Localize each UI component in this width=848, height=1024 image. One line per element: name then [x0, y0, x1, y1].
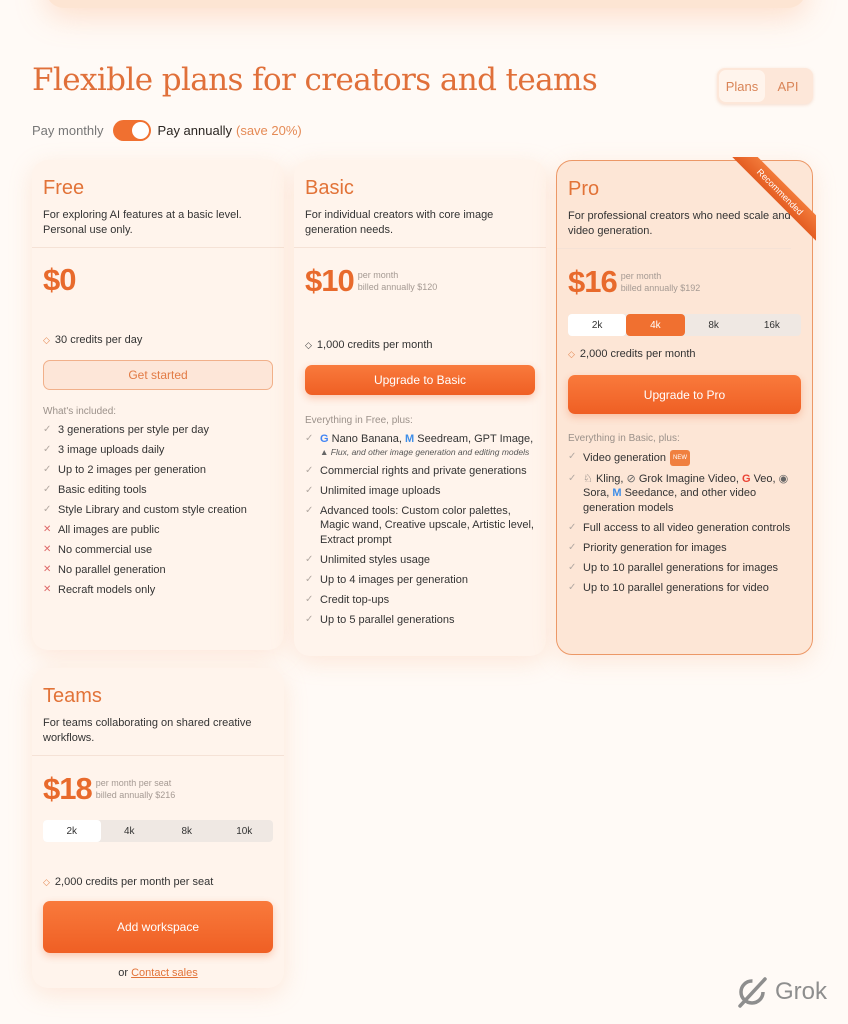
- price: $16: [568, 264, 617, 299]
- pay-annually-label[interactable]: Pay annually: [157, 123, 232, 138]
- billed-annually: billed annually $120: [357, 282, 438, 292]
- upgrade-basic-button[interactable]: Upgrade to Basic: [305, 365, 535, 395]
- plan-name: Teams: [43, 685, 102, 707]
- divider: [32, 247, 284, 248]
- feature-item: [43, 443, 273, 458]
- plan-card-free: [32, 160, 284, 650]
- check-icon: ✓: [43, 423, 52, 435]
- check-icon: ✓: [568, 472, 577, 484]
- feature-item: [43, 483, 273, 498]
- tier-option[interactable]: 8k: [708, 319, 719, 331]
- feature-text: Up to 2 images per generation: [58, 463, 206, 476]
- feature-item: [43, 563, 273, 578]
- check-icon: ✓: [43, 483, 52, 495]
- grok-logo-icon: [735, 975, 769, 1009]
- feature-item: [568, 541, 801, 556]
- credits: [568, 348, 801, 360]
- kling-logo-icon: ♘: [583, 472, 593, 485]
- check-icon: ✓: [305, 593, 314, 605]
- tier-option[interactable]: 10k: [236, 825, 253, 837]
- feature-item: [43, 523, 273, 538]
- billed-annually: billed annually $192: [620, 283, 701, 293]
- price-meta: [621, 270, 701, 294]
- toggle-knob: [132, 122, 149, 139]
- credits: [43, 334, 273, 346]
- add-workspace-button[interactable]: Add workspace: [43, 901, 273, 953]
- price: $0: [43, 262, 76, 297]
- billing-toggle-row: [32, 120, 302, 141]
- feature-text: 3 image uploads daily: [58, 443, 165, 456]
- price-row: [305, 263, 535, 299]
- price-row: [43, 262, 273, 298]
- diamond-icon: ◇: [43, 876, 50, 887]
- plan-card-teams: [32, 668, 284, 988]
- feature-item: [568, 521, 801, 536]
- feature-text: Recraft models only: [58, 583, 156, 596]
- credits-text: 2,000 credits per month per seat: [54, 876, 214, 888]
- feature-text: Up to 10 parallel generations for images: [583, 561, 779, 574]
- pay-monthly-label[interactable]: Pay monthly: [32, 123, 104, 138]
- feature-item: [305, 573, 535, 588]
- price-meta: [358, 269, 438, 293]
- feature-list: [43, 423, 273, 598]
- grok-logo-icon: ⊘: [626, 472, 636, 485]
- feature-text: Advanced tools: Custom color palettes, Magic wand, Creative upscale, Artistic level, Extract prompt: [320, 504, 534, 546]
- plans-api-switch: [717, 68, 813, 104]
- plan-card-basic: [294, 160, 546, 656]
- plan-description: For professional creators who need scale and video generation.: [568, 210, 791, 237]
- feature-item: [43, 423, 273, 438]
- feature-item: [305, 484, 535, 499]
- cross-icon: ✕: [43, 523, 52, 535]
- feature-text: Unlimited image uploads: [320, 484, 441, 497]
- bytedance-logo-icon: M: [405, 432, 415, 445]
- price-meta: [96, 777, 176, 801]
- feature-text: Commercial rights and private generations: [320, 464, 527, 477]
- included-title: Everything in Basic, plus:: [568, 433, 680, 444]
- check-icon: ✓: [43, 443, 52, 455]
- tier-option[interactable]: 4k: [123, 825, 135, 837]
- flux-logo-icon: ▲: [320, 447, 329, 457]
- cross-icon: ✕: [43, 543, 52, 555]
- plan-name: Free: [43, 177, 85, 199]
- billing-toggle[interactable]: [113, 120, 151, 141]
- credits: [43, 876, 273, 888]
- check-icon: ✓: [305, 553, 314, 565]
- credit-tier-selector: [43, 820, 273, 842]
- check-icon: ✓: [305, 613, 314, 625]
- credit-tier-selector: [568, 314, 801, 336]
- feature-text: 3 generations per style per day: [58, 423, 210, 436]
- plan-description: For exploring AI features at a basic level. Personal use only.: [43, 209, 242, 236]
- feature-text: No commercial use: [58, 543, 153, 556]
- credits-text: 1,000 credits per month: [316, 339, 433, 351]
- feature-item: [43, 583, 273, 598]
- google-logo-icon: G: [741, 472, 751, 485]
- credits: [305, 339, 535, 351]
- billed-annually: billed annually $216: [95, 790, 176, 800]
- price: $10: [305, 263, 354, 298]
- divider: [32, 755, 284, 756]
- feature-item: [305, 504, 535, 548]
- feature-video-models: ✓ ♘ Kling, ⊘ Grok Imagine Video, G Veo, ◉ Sora, M Seedance, and other video generation models: [568, 472, 789, 514]
- check-icon: ✓: [305, 464, 314, 476]
- check-icon: ✓: [305, 432, 314, 444]
- check-icon: ✓: [43, 503, 52, 515]
- feature-text: Basic editing tools: [58, 483, 147, 496]
- check-icon: ✓: [305, 504, 314, 516]
- feature-models: ✓ G Nano Banana, M Seedream, GPT Image, ▲ Flux, and other image generation and editing models: [305, 432, 534, 457]
- feature-item: [305, 464, 535, 479]
- price: $18: [43, 771, 92, 806]
- feature-video-generation: ✓ Video generation NEW: [568, 450, 801, 467]
- feature-text: All images are public: [58, 523, 160, 536]
- credits-text: 30 credits per day: [54, 334, 143, 346]
- price-row: [43, 771, 273, 807]
- divider: [294, 247, 546, 248]
- feature-text: Credit top-ups: [320, 593, 390, 606]
- plan-name: Basic: [305, 177, 354, 199]
- check-icon: ✓: [305, 573, 314, 585]
- feature-list: [568, 521, 801, 596]
- feature-item: [568, 561, 801, 576]
- contact-sales-link[interactable]: Contact sales: [131, 967, 198, 979]
- openai-logo-icon: ◉: [778, 472, 789, 485]
- bytedance-logo-icon: M: [612, 487, 622, 499]
- feature-text: Priority generation for images: [583, 541, 727, 554]
- feature-item: [568, 581, 801, 596]
- feature-item: [305, 613, 535, 628]
- credits-text: 2,000 credits per month: [579, 348, 696, 360]
- check-icon: ✓: [568, 541, 577, 553]
- plan-name: Pro: [568, 178, 600, 200]
- recommended-ribbon: Recommended: [720, 157, 816, 253]
- check-icon: ✓: [568, 561, 577, 573]
- cross-icon: ✕: [43, 583, 52, 595]
- feature-list: [305, 464, 535, 628]
- tier-option[interactable]: 8k: [181, 825, 193, 837]
- feature-item: [43, 543, 273, 558]
- cross-icon: ✕: [43, 563, 52, 575]
- price-period: per month: [620, 271, 662, 281]
- feature-item: [43, 503, 273, 518]
- feature-text: No parallel generation: [58, 563, 166, 576]
- check-icon: ✓: [43, 463, 52, 475]
- plan-card-pro: [556, 160, 813, 655]
- tier-option[interactable]: 4k: [626, 314, 684, 336]
- tier-option[interactable]: 16k: [763, 319, 780, 331]
- tier-option[interactable]: 2k: [43, 820, 101, 842]
- page-title: Flexible plans for creators and teams: [32, 62, 598, 98]
- save-label: (save 20%): [236, 123, 302, 138]
- new-badge: NEW: [670, 450, 690, 467]
- upgrade-pro-button[interactable]: Upgrade to Pro: [568, 375, 801, 414]
- check-icon: ✓: [305, 484, 314, 496]
- top-banner: [46, 0, 806, 8]
- feature-text: Up to 10 parallel generations for video: [583, 581, 769, 594]
- grok-watermark: Grok: [735, 975, 827, 1009]
- price-period: per month: [357, 270, 399, 280]
- tab-api[interactable]: API: [777, 78, 799, 94]
- check-icon: ✓: [568, 450, 577, 462]
- contact-row: or Contact sales: [118, 967, 198, 979]
- tab-plans[interactable]: Plans: [719, 70, 765, 102]
- price-row: [568, 264, 801, 300]
- feature-text: Up to 5 parallel generations: [320, 613, 455, 626]
- feature-text: Style Library and custom style creation: [58, 503, 247, 516]
- included-title: What's included:: [43, 406, 117, 417]
- feature-item: [305, 553, 535, 568]
- check-icon: ✓: [568, 581, 577, 593]
- google-logo-icon: G: [320, 432, 329, 445]
- feature-item: [43, 463, 273, 478]
- plan-description: For individual creators with core image generation needs.: [305, 209, 494, 236]
- included-title: Everything in Free, plus:: [305, 415, 413, 426]
- diamond-icon: ◇: [568, 348, 575, 359]
- check-icon: ✓: [568, 521, 577, 533]
- get-started-button[interactable]: Get started: [43, 360, 273, 390]
- tier-option[interactable]: 2k: [568, 314, 626, 336]
- diamond-icon: ◇: [305, 339, 312, 350]
- feature-item: [305, 593, 535, 608]
- feature-text: Up to 4 images per generation: [320, 573, 468, 586]
- diamond-icon: ◇: [43, 334, 50, 345]
- feature-text: Unlimited styles usage: [320, 553, 431, 566]
- feature-text: Full access to all video generation controls: [583, 521, 791, 534]
- plan-description: For teams collaborating on shared creative workflows.: [43, 717, 252, 744]
- price-period: per month per seat: [95, 778, 172, 788]
